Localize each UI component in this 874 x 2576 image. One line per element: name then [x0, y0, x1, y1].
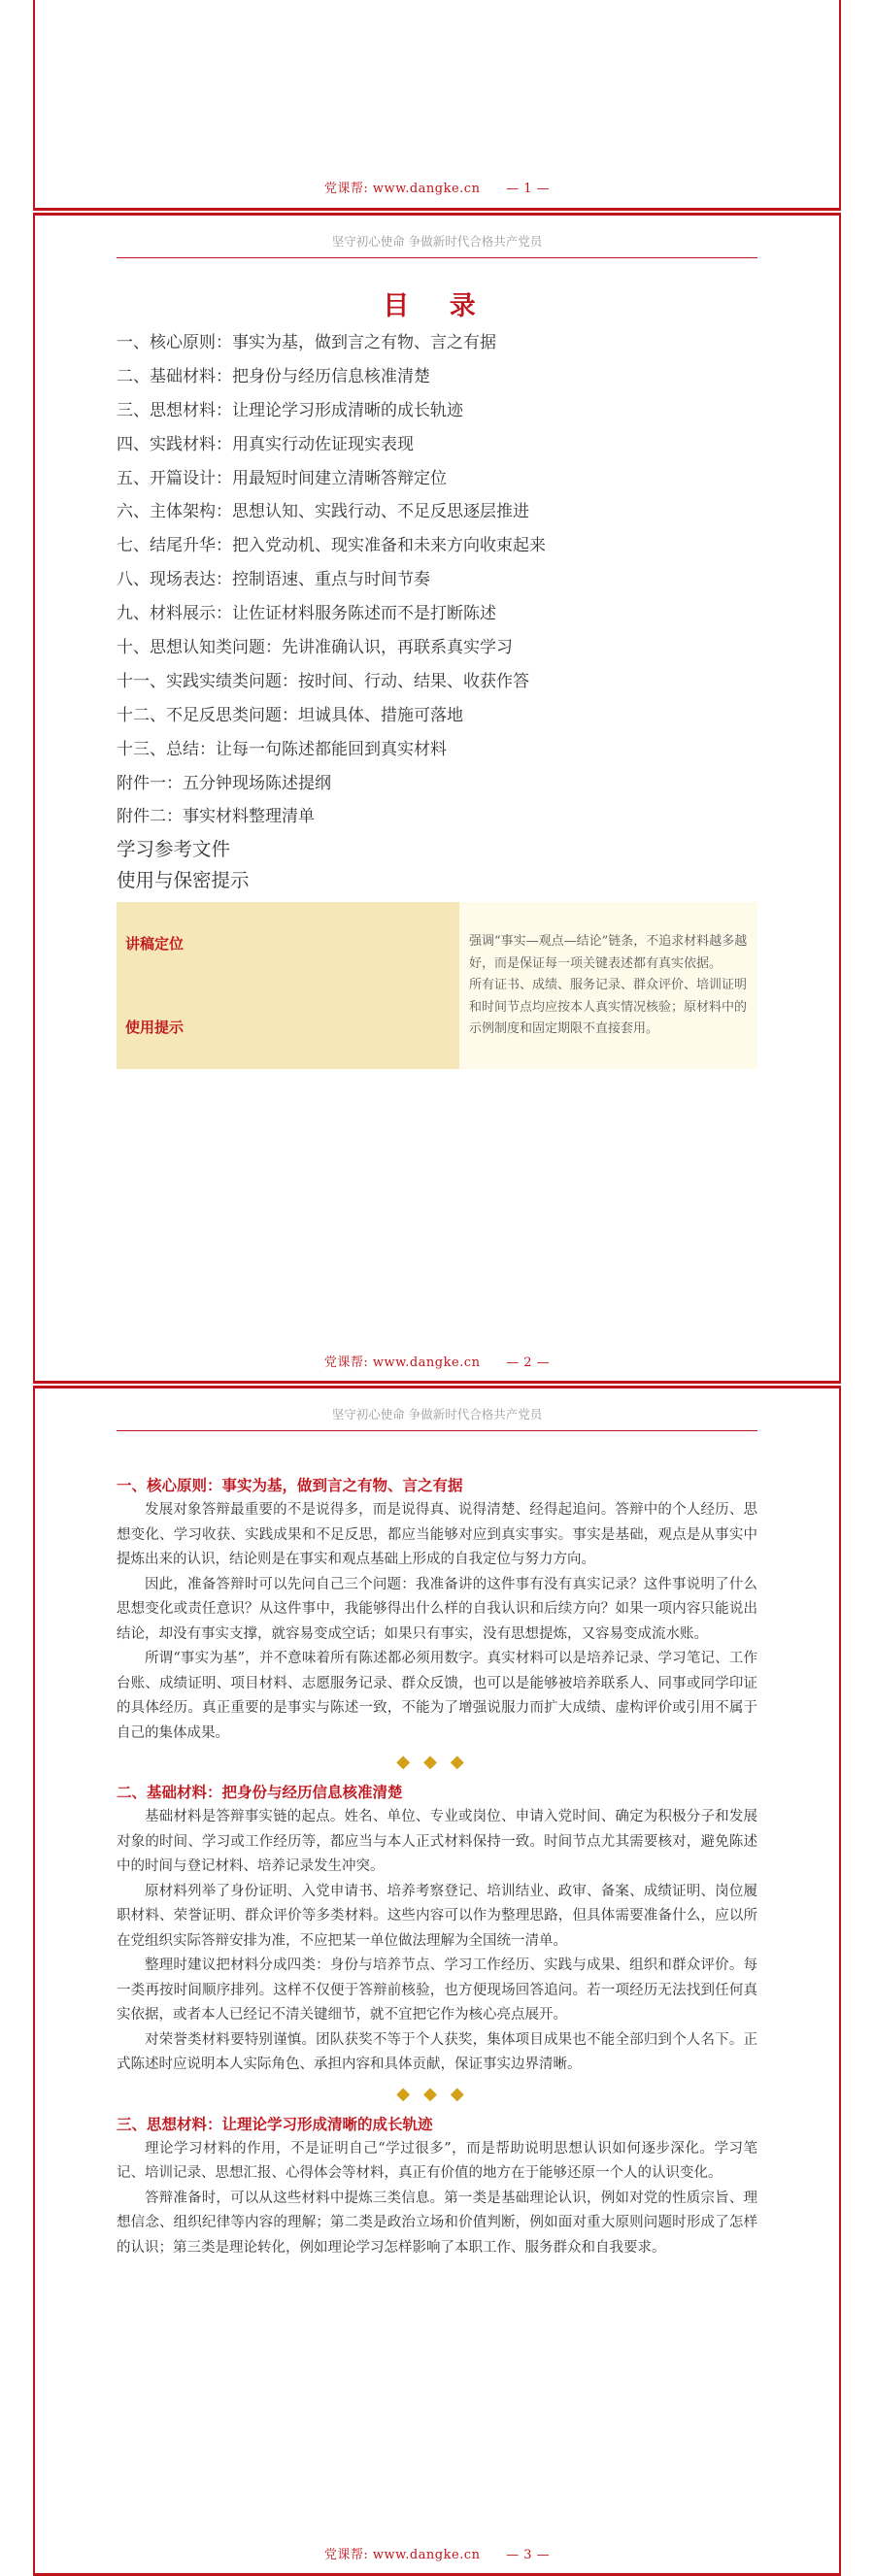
toc — [117, 287, 757, 1069]
section-title: 二、基础材料：把身份与经历信息核准清楚 — [117, 1783, 403, 1801]
info-text: 所有证书、成绩、服务记录、群众评价、培训证明和时间节点均应按本人真实情况核验；原材料中的示例制度和固定期限不直接套用。 — [469, 978, 748, 1037]
page-3 — [33, 1386, 841, 2576]
toc-item[interactable]: 二、基础材料：把身份与经历信息核准清楚 — [117, 366, 430, 386]
toc-item[interactable]: 一、核心原则：事实为基，做到言之有物、言之有据 — [117, 333, 496, 352]
footer-site: 党课帮: www.dangke.cn — [323, 1355, 481, 1370]
info-box-labels — [117, 902, 459, 1069]
paragraph: 对荣誉类材料要特别谨慎。团队获奖不等于个人获奖，集体项目成果也不能全部归到个人名下。正式陈述时应说明本人实际角色、承担内容和具体贡献，保证事实边界清晰。 — [117, 2031, 757, 2072]
page-footer — [35, 1352, 839, 1370]
paragraph: 因此，准备答辩时可以先问自己三个问题：我准备讲的这件事有没有真实记录？这件事说明了什么思想变化或责任意识？从这件事中，我能够得出什么样的自我认识和后续方向？如果一项内容只能说出结论，却没有事实支撑，就容易变成空话；如果只有事实，没有思想提炼，又容易变成流水账。 — [117, 1576, 757, 1642]
toc-item[interactable]: 六、主体架构：思想认知、实践行动、不足反思逐层推进 — [117, 502, 529, 522]
diamond-divider-icon: ◆◆◆ — [396, 2083, 478, 2104]
footer-site: 党课帮: www.dangke.cn — [323, 182, 481, 196]
paragraph: 整理时建议把材料分成四类：身份与培养节点、学习工作经历、实践与成果、组织和群众评价。每一类再按时间顺序排列。这样不仅便于答辩前核验，也方便现场回答追问。若一项经历无法找到任何真实依据，或者本人已经记不清关键细节，就不宜把它作为核心亮点展开。 — [117, 1957, 757, 2023]
toc-plain-item[interactable]: 学习参考文件 — [117, 838, 231, 861]
toc-item[interactable]: 十、思想认知类问题：先讲准确认识，再联系真实学习 — [117, 638, 513, 658]
toc-item[interactable]: 附件二：事实材料整理清单 — [117, 807, 315, 827]
paragraph: 原材料列举了身份证明、入党申请书、培养考察登记、培训结业、政审、备案、成绩证明、岗位履职材料、荣誉证明、群众评价等多类材料。这些内容可以作为整理思路，但具体需要准备什么，应以所在党组织实际答辩安排为准，不应把某一单位做法理解为全国统一清单。 — [117, 1883, 757, 1949]
toc-item[interactable]: 十二、不足反思类问题：坦诚具体、措施可落地 — [117, 705, 463, 725]
toc-item[interactable]: 十一、实践实绩类问题：按时间、行动、结果、收获作答 — [117, 671, 529, 691]
toc-plain-item[interactable]: 使用与保密提示 — [117, 869, 250, 892]
toc-item[interactable]: 附件一：五分钟现场陈述提纲 — [117, 773, 331, 793]
section-title: 三、思想材料：让理论学习形成清晰的成长轨迹 — [117, 2114, 433, 2133]
paragraph: 发展对象答辩最重要的不是说得多，而是说得真、说得清楚、经得起追问。答辩中的个人经历、思想变化、学习收获、实践成果和不足反思，都应当能够对应到真实事实。事实是基础，观点是从事实中提炼出来的认识，结论则是在事实和观点基础上形成的自我定位与努力方向。 — [117, 1502, 757, 1567]
page-footer — [35, 178, 839, 196]
toc-item[interactable]: 十三、总结：让每一句陈述都能回到真实材料 — [117, 739, 447, 759]
footer-page-number: — 3 — — [506, 2548, 551, 2562]
paragraph: 基础材料是答辩事实链的起点。姓名、单位、专业或岗位、申请入党时间、确定为积极分子和发展对象的时间、学习或工作经历等，都应当与本人正式材料保持一致。时间节点尤其需要核对，避免陈述中的时间与登记材料、培养记录发生冲突。 — [117, 1809, 757, 1874]
page-header: 坚守初心使命 争做新时代合格共产党员 — [117, 232, 757, 258]
toc-item[interactable]: 八、现场表达：控制语速、重点与时间节奏 — [117, 570, 430, 590]
toc-title: 目 录 — [383, 291, 491, 321]
diamond-divider-icon: ◆◆◆ — [396, 1752, 478, 1772]
info-box — [117, 902, 757, 1069]
paragraph: 所谓“事实为基”，并不意味着所有陈述都必须用数字。真实材料可以是培养记录、学习笔记、工作台账、成绩证明、项目材料、志愿服务记录、群众反馈，也可以是能够被培养联系人、同事或同学印证的具体经历。真正重要的是事实与陈述一致，不能为了增强说服力而扩大成绩、虚构评价或引用不属于自己的集体成果。 — [117, 1651, 757, 1741]
footer-page-number: — 1 — — [506, 182, 551, 196]
page-1 — [33, 0, 841, 211]
toc-item[interactable]: 七、结尾升华：把入党动机、现实准备和未来方向收束起来 — [117, 536, 546, 556]
toc-item[interactable]: 五、开篇设计：用最短时间建立清晰答辩定位 — [117, 468, 447, 488]
paragraph: 答辩准备时，可以从这些材料中提炼三类信息。第一类是基础理论认识，例如对党的性质宗旨、理想信念、组织纪律等内容的理解；第二类是政治立场和价值判断，例如面对重大原则问题时形成了怎样的认识；第三类是理论转化，例如理论学习怎样影响了本职工作、服务群众和自我要求。 — [117, 2190, 757, 2256]
info-label-usage: 使用提示 — [125, 1019, 185, 1037]
page-2 — [33, 213, 841, 1384]
page-footer — [35, 2544, 839, 2562]
toc-list — [117, 326, 757, 834]
toc-item[interactable]: 四、实践材料：用真实行动佐证现实表现 — [117, 434, 414, 454]
section-title: 一、核心原则：事实为基，做到言之有物、言之有据 — [117, 1476, 463, 1494]
paragraph: 理论学习材料的作用，不是证明自己“学过很多”，而是帮助说明思想认识如何逐步深化。学习笔记、培训记录、思想汇报、心得体会等材料，真正有价值的地方在于能够还原一个人的认识变化。 — [117, 2140, 757, 2181]
body-content — [117, 1472, 757, 2260]
info-label-positioning: 讲稿定位 — [125, 935, 185, 953]
info-box-texts — [459, 902, 757, 1069]
toc-item[interactable]: 三、思想材料：让理论学习形成清晰的成长轨迹 — [117, 400, 463, 420]
footer-page-number: — 2 — — [506, 1355, 551, 1370]
page-header: 坚守初心使命 争做新时代合格共产党员 — [117, 1405, 757, 1431]
toc-item[interactable]: 九、材料展示：让佐证材料服务陈述而不是打断陈述 — [117, 604, 496, 624]
info-text: 强调“事实—观点—结论”链条，不追求材料越多越好，而是保证每一项关键表述都有真实依据。 — [469, 934, 748, 971]
footer-site: 党课帮: www.dangke.cn — [323, 2548, 481, 2562]
